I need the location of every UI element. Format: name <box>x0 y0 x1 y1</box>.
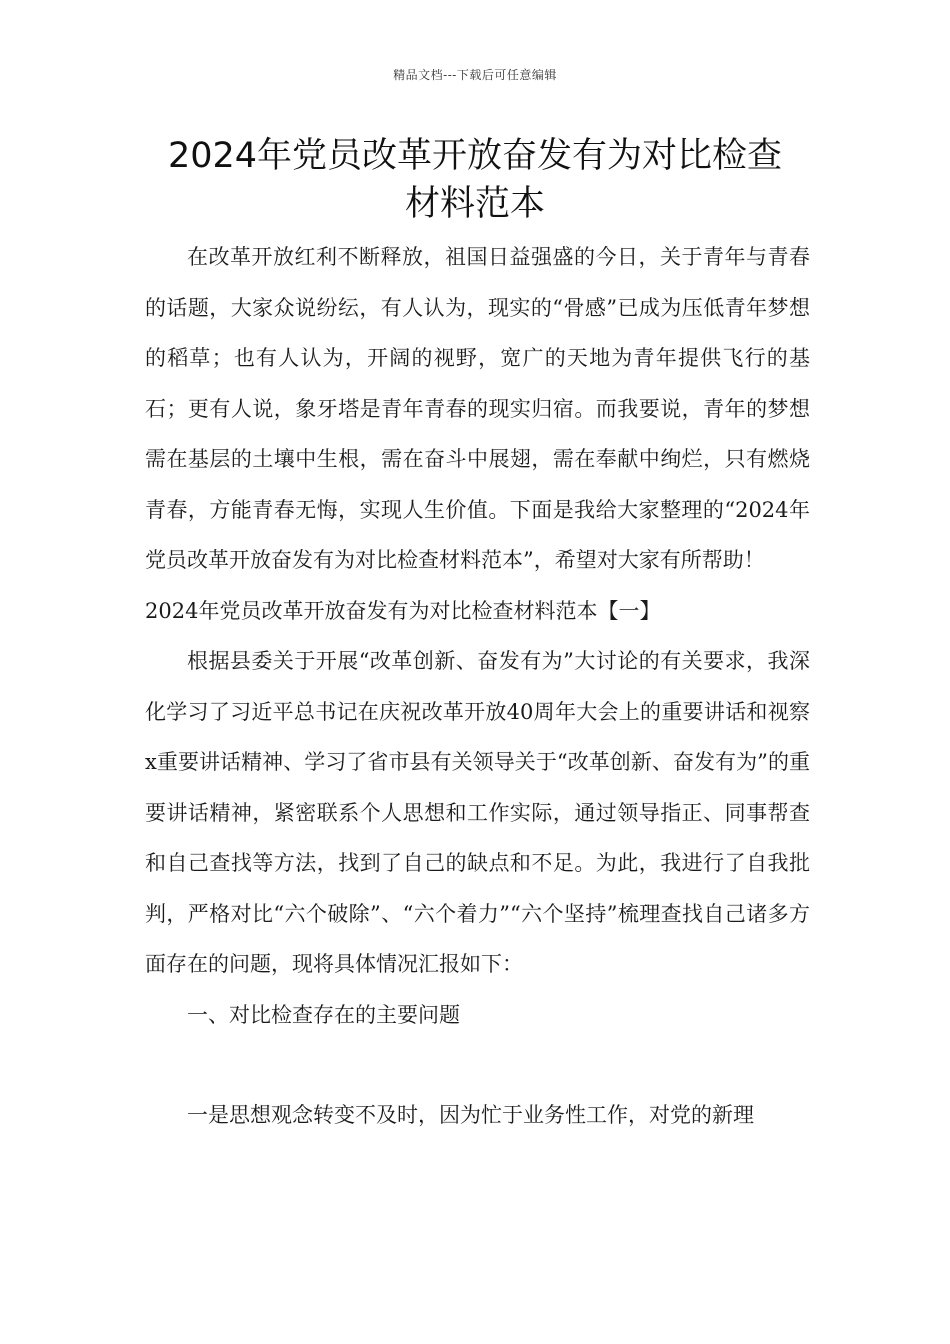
body-paragraph: 根据县委关于开展“改革创新、奋发有为”大讨论的有关要求，我深化学习了习近平总书记在庆祝改革开放40周年大会上的重要讲话和视察x重要讲话精神、学习了省市县有关领导关于“改革创新、奋发有为”的重要讲话精神，紧密联系个人思想和工作实际，通过领导指正、同事帮查和自己查找等方法，找到了自己的缺点和不足。为此，我进行了自我批判，严格对比“六个破除”、“六个着力”“六个坚持”梳理查找自己诸多方面存在的问题，现将具体情况汇报如下： <box>145 649 810 976</box>
paragraph-gap <box>145 1040 810 1090</box>
section-heading: 2024年党员改革开放奋发有为对比检查材料范本【一】 <box>145 598 661 623</box>
document-body <box>145 232 810 1141</box>
document-title <box>140 132 810 228</box>
title-line-2: 材料范本 <box>404 184 545 224</box>
title-line-1: 2024年党员改革开放奋发有为对比检查 <box>167 136 783 176</box>
header-note: 精品文档---下载后可任意编辑 <box>393 68 557 82</box>
subsection-heading: 一、对比检查存在的主要问题 <box>187 1002 460 1027</box>
intro-paragraph: 在改革开放红利不断释放，祖国日益强盛的今日，关于青年与青春的话题，大家众说纷纭，有人认为，现实的“骨感”已成为压低青年梦想的稻草；也有人认为，开阔的视野，宽广的天地为青年提供飞行的基石；更有人说，象牙塔是青年青春的现实归宿。而我要说，青年的梦想需在基层的土壤中生根，需在奋斗中展翅，需在奉献中绚烂，只有燃烧青春，方能青春无悔，实现人生价值。下面是我给大家整理的“2024年党员改革开放奋发有为对比检查材料范本”，希望对大家有所帮助！ <box>145 245 810 572</box>
body-paragraph: 一是思想观念转变不及时，因为忙于业务性工作，对党的新理 <box>187 1103 754 1127</box>
